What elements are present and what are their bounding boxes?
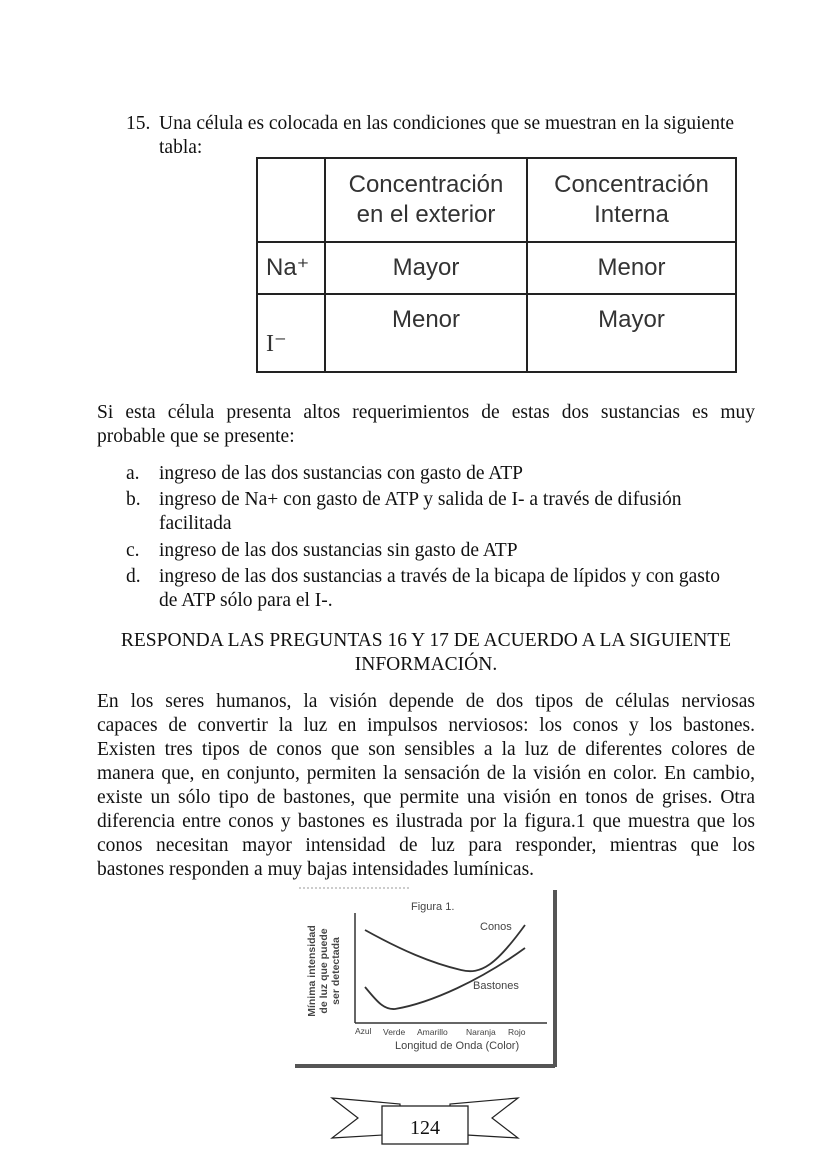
option-letter: d. [126,566,141,587]
x-tick: Amarillo [417,1027,448,1037]
option-text: ingreso de las dos sustancias con gasto de ATP [159,463,523,484]
option-line: de ATP sólo para el I-. [159,590,333,611]
table-header-interna [527,158,736,242]
paragraph-line: En los seres humanos, la visión depende de dos tipos de células nerviosas [97,691,755,712]
table-row [257,242,736,294]
x-tick: Rojo [508,1027,526,1037]
option-letter: c. [126,540,140,561]
prompt-line: Si esta célula presenta altos requerimientos de estas dos sustancias es muy [97,402,755,423]
header-line: en el exterior [356,201,496,228]
option-line: facilitada [159,513,232,534]
ylabel-line: de luz que puede [318,928,330,1014]
x-axis-label: Longitud de Onda (Color) [395,1040,520,1052]
heading-line: RESPONDA LAS PREGUNTAS 16 Y 17 DE ACUERDO A LA SIGUIENTE [120,630,732,651]
ylabel-line: ser detectada [330,937,342,1005]
option-c[interactable] [126,539,766,563]
paragraph-line: manera que, en conjunto, permiten la sensación de la visión en color. En cambio, [97,763,755,784]
option-b[interactable] [126,488,766,536]
paragraph-line: capaces de convertir la luz en impulsos nerviosos: los conos y los bastones. [97,715,755,736]
bastones-curve [365,948,525,1009]
paragraph-line: existe un sólo tipo de bastones, que permite una visión en tonos de grises. Otra [97,787,755,808]
option-text: ingreso de las dos sustancias sin gasto de ATP [159,540,518,561]
question-text-cont: tabla: [159,137,203,158]
table-header-row [257,158,736,242]
y-axis-label [306,906,342,1036]
header-line: Concentración [348,171,504,198]
option-text [159,488,759,536]
prompt-line: probable que se presente: [97,426,295,447]
heading-line: INFORMACIÓN. [354,654,498,675]
option-line: ingreso de las dos sustancias a través de la bicapa de lípidos y con gasto [159,566,721,587]
option-letter: a. [126,463,140,484]
interna-cell: Menor [527,242,736,294]
paragraph-line: Existen tres tipos de conos que son sensibles a la luz de diferentes colores de [97,739,755,760]
x-tick: Azul [355,1026,372,1036]
section-heading [97,629,755,677]
table-row [257,294,736,372]
table-header-exterior [325,158,527,242]
paragraph-line: conos necesitan mayor intensidad de luz para responder, mientras que los [97,835,755,856]
interna-cell: Mayor [527,294,736,372]
concentration-table [256,157,737,373]
ion-cell: Na⁺ [257,242,325,294]
bastones-label: Bastones [473,980,519,992]
ylabel-line: Mínima intensidad [306,925,318,1017]
question-prompt [97,401,755,449]
table-corner-cell [257,158,325,242]
option-a[interactable] [126,462,766,486]
option-letter: b. [126,489,141,510]
exterior-cell: Mayor [325,242,527,294]
option-d[interactable] [126,565,766,613]
page-number-ribbon [330,1090,520,1150]
exterior-cell: Menor [325,294,527,372]
x-tick: Verde [383,1027,406,1037]
question-text: Una célula es colocada en las condiciones que se muestran en la siguiente [159,113,735,134]
header-line: Concentración [554,171,709,198]
page-number: 124 [410,1117,440,1139]
figure-title: Figura 1. [411,901,455,913]
question-number: 15. [126,113,151,134]
option-text [159,565,759,613]
paragraph-line: diferencia entre conos y bastones es ilustrada por la figura.1 que muestra que los [97,811,755,832]
ion-cell: I⁻ [257,294,325,372]
paragraph-line: bastones responden a muy bajas intensidades lumínicas. [97,859,535,880]
info-paragraph [97,690,755,882]
option-line: ingreso de Na+ con gasto de ATP y salida de I- a través de difusión [159,489,682,510]
figure-1 [291,885,559,1070]
x-tick: Naranja [466,1027,496,1037]
conos-label: Conos [480,921,512,933]
header-line: Interna [594,201,669,228]
